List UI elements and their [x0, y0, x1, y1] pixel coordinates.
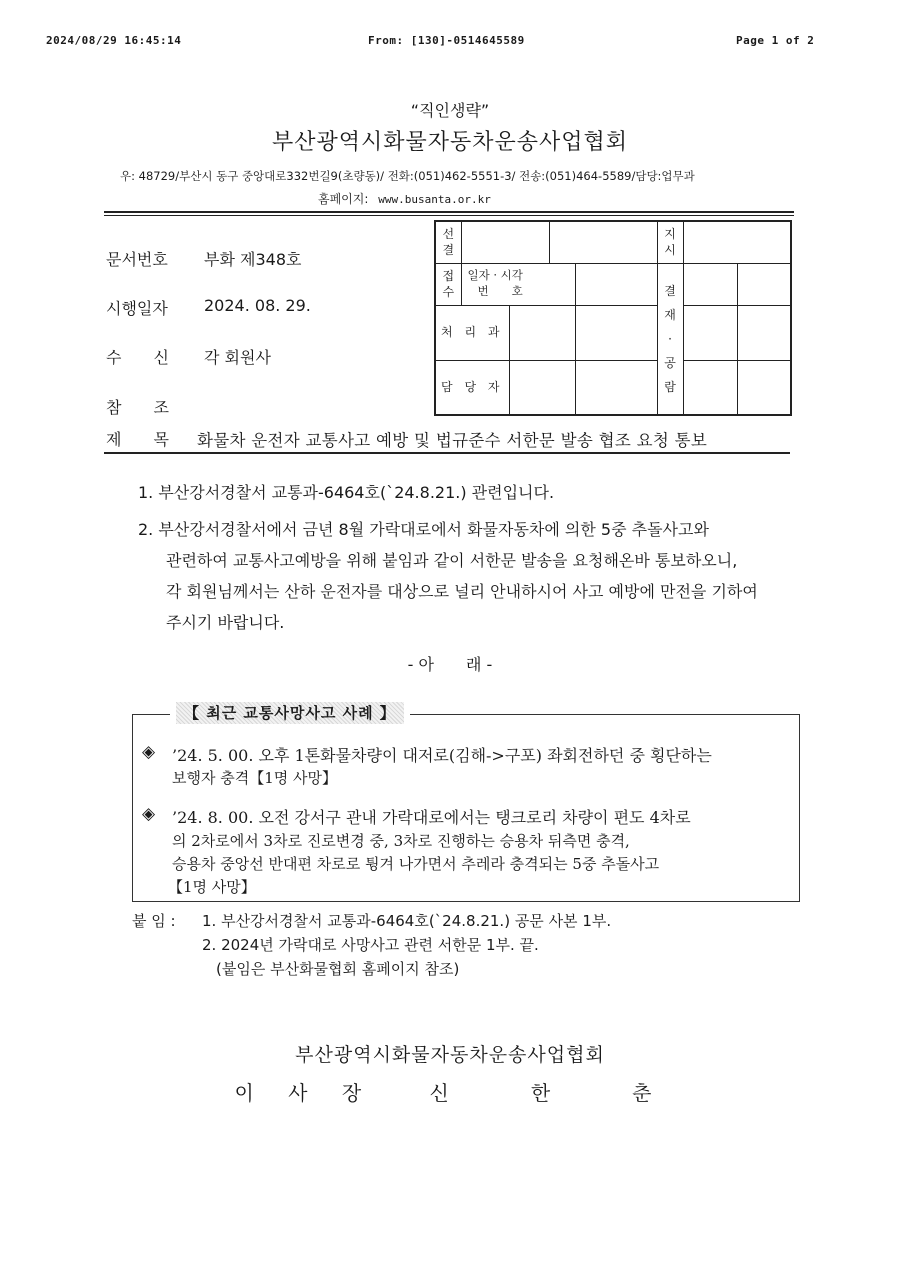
homepage-url: www.busanta.or.kr: [378, 193, 491, 206]
approval-cell: [683, 360, 737, 415]
number-label: 번 호: [477, 284, 523, 298]
header-rule-thin: [104, 215, 794, 216]
approval-sun-gyeol: [435, 221, 461, 263]
cases-title: [170, 702, 410, 723]
signature-name: 이 사 장 신 한 춘: [234, 1081, 666, 1105]
approval-cell: [737, 305, 791, 360]
approval-cell: [509, 360, 575, 415]
gyeoljae-char: 람: [664, 379, 676, 394]
case-1-line-1: ’24. 5. 00. 오후 1톤화물차량이 대저로(김해->구포) 좌회전하던 중 횡단하는: [172, 746, 712, 765]
signature-org: 부산광역시화물자동차운송사업협회: [295, 1044, 605, 1066]
doc-number: 부화 제348호: [204, 250, 302, 269]
paragraph-2-line-2: 관련하여 교통사고예방을 위해 붙임과 같이 서한문 발송을 요청해온바 통보하오니,: [166, 551, 738, 570]
attachment-item-1: 1. 부산강서경찰서 교통과-6464호(`24.8.21.) 공문 사본 1부.: [202, 912, 612, 930]
doc-number-label: 문서번호: [106, 250, 168, 269]
approval-cell: [575, 263, 657, 305]
case-2-line-4: 【1명 사망】: [168, 878, 256, 896]
subject-label: 제 목: [106, 430, 169, 449]
org-tagline: “직인생략”: [410, 101, 490, 120]
fax-datetime: 2024/08/29 16:45:14: [46, 34, 182, 47]
approval-cell: [575, 305, 657, 360]
jeop-char: 접: [442, 268, 455, 283]
sun-char: 선: [442, 227, 455, 242]
gyeoljae-char: 결: [664, 283, 676, 298]
recipient: 각 회원사: [204, 348, 271, 367]
org-homepage: [318, 190, 491, 207]
approval-cell: [683, 305, 737, 360]
approval-cell: [737, 263, 791, 305]
subject-rule: [104, 452, 790, 454]
org-address: 우: 48729/부산시 동구 중앙대로332번길9(초량동)/ 전화:(051)462-5551-3/ 전송:(051)464-5589/담당:업무과: [120, 169, 695, 183]
ji-char: 지: [664, 227, 676, 242]
date-label: 시행일자: [106, 299, 168, 318]
issue-date: 2024. 08. 29.: [204, 296, 311, 315]
subject: 화물차 운전자 교통사고 예방 및 법규준수 서한문 발송 협조 요청 통보: [197, 431, 708, 450]
fax-page: Page 1 of 2: [736, 34, 815, 47]
gyeoljae-char: ·: [668, 331, 672, 346]
paragraph-2-line-4: 주시기 바랍니다.: [166, 613, 285, 632]
si-char: 시: [664, 243, 676, 258]
approval-jeop-su: [435, 263, 461, 305]
paragraph-2-line-1: 2. 부산강서경찰서에서 금년 8월 가락대로에서 화물자동차에 의한 5중 추돌사고와: [138, 520, 709, 539]
approval-cell: [575, 360, 657, 415]
recipient-label: 수 신: [106, 348, 169, 367]
gyeoljae-char: 공: [664, 355, 676, 370]
attachment-note: (붙임은 부산화물협회 홈페이지 참조): [216, 960, 460, 978]
case-2-line-1: ’24. 8. 00. 오전 강서구 관내 가락대로에서는 탱크로리 차량이 편도 4차로: [172, 808, 691, 827]
approval-cell: [683, 221, 791, 263]
below-heading: - 아 래 -: [407, 655, 493, 674]
approval-cell: [737, 360, 791, 415]
case-1-line-2: 보행자 충격【1명 사망】: [172, 769, 338, 787]
header-rule: [104, 211, 794, 213]
approval-cell: [461, 221, 549, 263]
cases-title-text: 【 최근 교통사망사고 사례 】: [176, 702, 404, 724]
org-name: 부산광역시화물자동차운송사업협회: [271, 130, 629, 155]
time-label: 일자 · 시각: [467, 268, 523, 283]
diamond-bullet-icon: ◈: [142, 804, 156, 824]
person-label: 담 당 자: [435, 360, 509, 415]
diamond-bullet-icon: ◈: [142, 742, 156, 762]
homepage-label: 홈페이지:: [318, 192, 369, 206]
approval-cell: [683, 263, 737, 305]
approval-time-number: [461, 263, 575, 305]
approval-table: [434, 220, 792, 416]
process-dept-label: 처 리 과: [435, 305, 509, 360]
reference-label: 참 조: [106, 398, 169, 417]
gyeoljae-char: 재: [664, 307, 676, 322]
case-2-line-2: 의 2차로에서 3차로 진로변경 중, 3차로 진행하는 승용차 뒤측면 충격,: [172, 832, 630, 850]
attachment-label: 붙 임 :: [132, 912, 176, 930]
attachment-item-2: 2. 2024년 가락대로 사망사고 관련 서한문 1부. 끝.: [202, 936, 539, 954]
gyeol-char: 결: [442, 243, 455, 258]
paragraph-1: 1. 부산강서경찰서 교통과-6464호(`24.8.21.) 관련입니다.: [138, 483, 555, 502]
case-2-line-3: 승용차 중앙선 반대편 차로로 튕겨 나가면서 추레라 충격되는 5중 추돌사고: [172, 855, 660, 873]
approval-cell: [509, 305, 575, 360]
paragraph-2-line-3: 각 회원님께서는 산하 운전자를 대상으로 널리 안내하시어 사고 예방에 만전을 기하여: [166, 582, 758, 601]
su-char: 수: [442, 285, 455, 299]
fax-from: From: [130]-0514645589: [368, 34, 525, 47]
approval-ji-si: [657, 221, 683, 263]
approval-cell: [549, 221, 657, 263]
approval-gyeoljae: [657, 263, 683, 415]
